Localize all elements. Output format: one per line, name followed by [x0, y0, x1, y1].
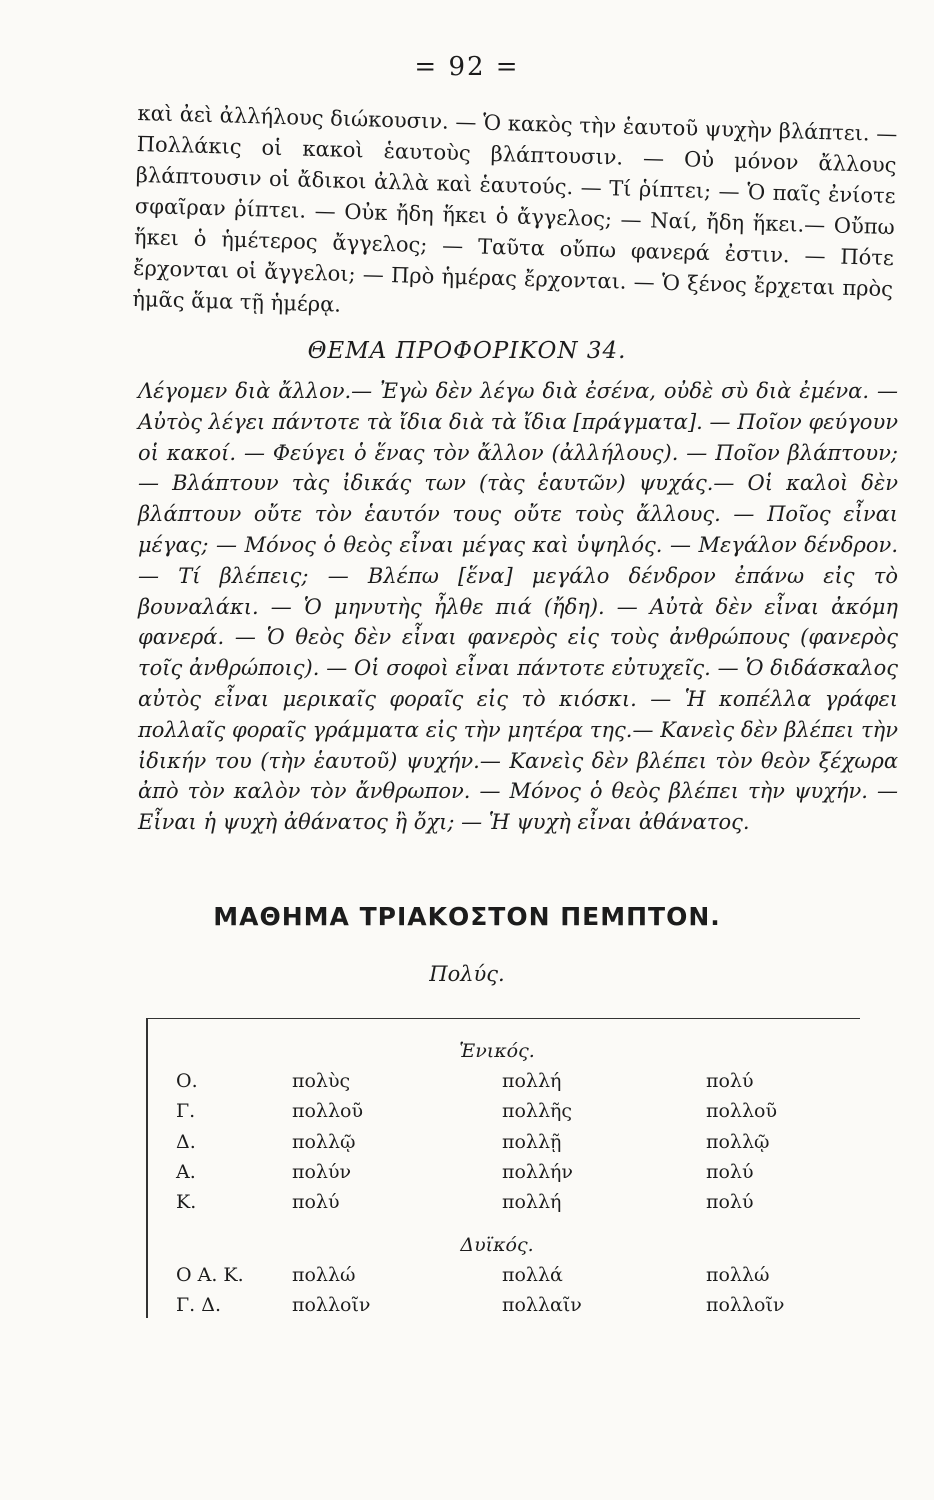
table-top-rule [148, 1018, 860, 1019]
case-label: Α. [176, 1161, 196, 1183]
feminine-form: πολλά [502, 1264, 563, 1286]
table-row [0, 1100, 934, 1128]
case-label: Δ. [176, 1131, 196, 1153]
case-label: Ο Α. Κ. [176, 1264, 244, 1286]
table-row [0, 1294, 934, 1322]
masculine-form: πολλοῦ [292, 1100, 363, 1122]
neuter-form: πολύ [706, 1161, 754, 1183]
neuter-form: πολλῷ [706, 1131, 770, 1153]
feminine-form: πολλῇ [502, 1131, 562, 1153]
neuter-form: πολύ [706, 1191, 754, 1213]
lesson-subheading: Πολύς. [429, 962, 505, 986]
feminine-form: πολλῆς [502, 1100, 573, 1122]
masculine-form: πολύν [292, 1161, 352, 1183]
masculine-form: πολλώ [292, 1264, 356, 1286]
case-label: Γ. [176, 1100, 196, 1122]
masculine-form: πολλοῖν [292, 1294, 371, 1316]
masculine-form: πολὺς [292, 1070, 351, 1092]
table-row [0, 1070, 934, 1098]
table-row [0, 1161, 934, 1189]
table-row [0, 1191, 934, 1219]
neuter-form: πολλοῦ [706, 1100, 777, 1122]
singular-label: Ἑνικός. [459, 1040, 535, 1062]
paragraph-1: καὶ ἀεὶ ἀλλήλους διώκουσιν. — Ὁ κακὸς τὴν ἑαυτοῦ ψυχὴν βλάπτει. — Πολλάκις οἱ κακοὶ ἑαυτοὺς βλάπτουσιν. — Οὐ μόνον ἄλλους βλάπτουσιν οἱ ἄδικοι ἀλλὰ καὶ ἑαυτούς. — Τί ῥίπτει; — Ὁ παῖς ἐνίοτε σφαῖραν ῥίπτει. — Οὐκ ἤδη ἥκει ὁ ἄγγελος; — Ναί, ἤδη ἥκει.— Οὔπω ἥκει ὁ ἡμέτερος ἄγγελος; — Ταῦτα οὔπω φανερά ἐστιν. — Πότε ἔρχονται οἱ ἄγγελοι; — Πρὸ ἡμέρας ἔρχονται. — Ὁ ξένος ἔρχεται πρὸς ἡμᾶς ἅμα τῇ ἡμέρᾳ. [132, 100, 898, 317]
dual-label: Δυϊκός. [460, 1234, 534, 1256]
neuter-form: πολλοῖν [706, 1294, 785, 1316]
paragraph-2: Λέγομεν διὰ ἄλλον.— Ἐγὼ δὲν λέγω διὰ ἐσένα, οὐδὲ σὺ διὰ ἐμένα. — Αὐτὸς λέγει πάντοτε τὰ ἴδια διὰ τὰ ἴδια [πράγματα]. — Ποῖον φεύγουν οἱ κακοί. — Φεύγει ὁ ἕνας τὸν ἄλλον (ἀλλήλους). — Ποῖον βλάπτουν; — Βλάπτουν τὰς ἰδικάς των (τὰς ἑαυτῶν) ψυχάς.— Οἱ καλοὶ δὲν βλάπτουν οὔτε τὸν ἑαυτόν τους οὔτε τοὺς ἄλλους. — Ποῖος εἶναι μέγας; — Μόνος ὁ θεὸς εἶναι μέγας καὶ ὑψηλός. — Μεγάλον δένδρον. — Τί βλέπεις; — Βλέπω [ἕνα] μεγάλο δένδρον ἐπάνω εἰς τὸ βουναλάκι. — Ὁ μηνυτὴς ἦλθε πιά (ἤδη). — Αὐτὰ δὲν εἶναι ἀκόμη φανερά. — Ὁ θεὸς δὲν εἶναι φανερὸς εἰς τοὺς ἀνθρώπους (φανερὸς τοῖς ἀνθρώποις). — Οἱ σοφοὶ εἶναι πάντοτε εὐτυχεῖς. — Ὁ διδάσκαλος αὐτὸς εἶναι μερικαῖς φοραῖς εἰς τὸ κιόσκι. — Ἡ κοπέλλα γράφει πολλαῖς φοραῖς γράμματα εἰς τὴν μητέρα της.— Κανεὶς δὲν βλέπει τὴν ἰδικήν του (τὴν ἑαυτοῦ) ψυχήν.— Κανεὶς δὲν βλέπει τὸν θεὸν ξέχωρα ἀπὸ τὸν καλὸν τὸν ἄνθρωπον. — Μόνος ὁ θεὸς βλέπει τὴν ψυχήν. — Εἶναι ἡ ψυχὴ ἀθάνατος ἢ ὄχι; — Ἡ ψυχὴ εἶναι ἀθάνατος. [138, 379, 898, 835]
feminine-form: πολλή [502, 1191, 562, 1213]
exercise-heading: ΘΕΜΑ ΠΡΟΦΟΡΙΚΟΝ 34. [307, 338, 627, 364]
case-label: Κ. [176, 1191, 197, 1213]
neuter-form: πολλώ [706, 1264, 770, 1286]
case-label: Ο. [176, 1070, 198, 1092]
lesson-heading: ΜΑΘΗΜΑ ΤΡΙΑΚΟΣΤΟΝ ΠΕΜΠΤΟΝ. [213, 902, 721, 931]
feminine-form: πολλαῖν [502, 1294, 582, 1316]
feminine-form: πολλήν [502, 1161, 573, 1183]
table-row [0, 1131, 934, 1159]
neuter-form: πολύ [706, 1070, 754, 1092]
page-number: = 92 = [414, 52, 520, 82]
case-label: Γ. Δ. [176, 1294, 222, 1316]
table-row [0, 1264, 934, 1292]
masculine-form: πολύ [292, 1191, 340, 1213]
masculine-form: πολλῷ [292, 1131, 356, 1153]
feminine-form: πολλή [502, 1070, 562, 1092]
